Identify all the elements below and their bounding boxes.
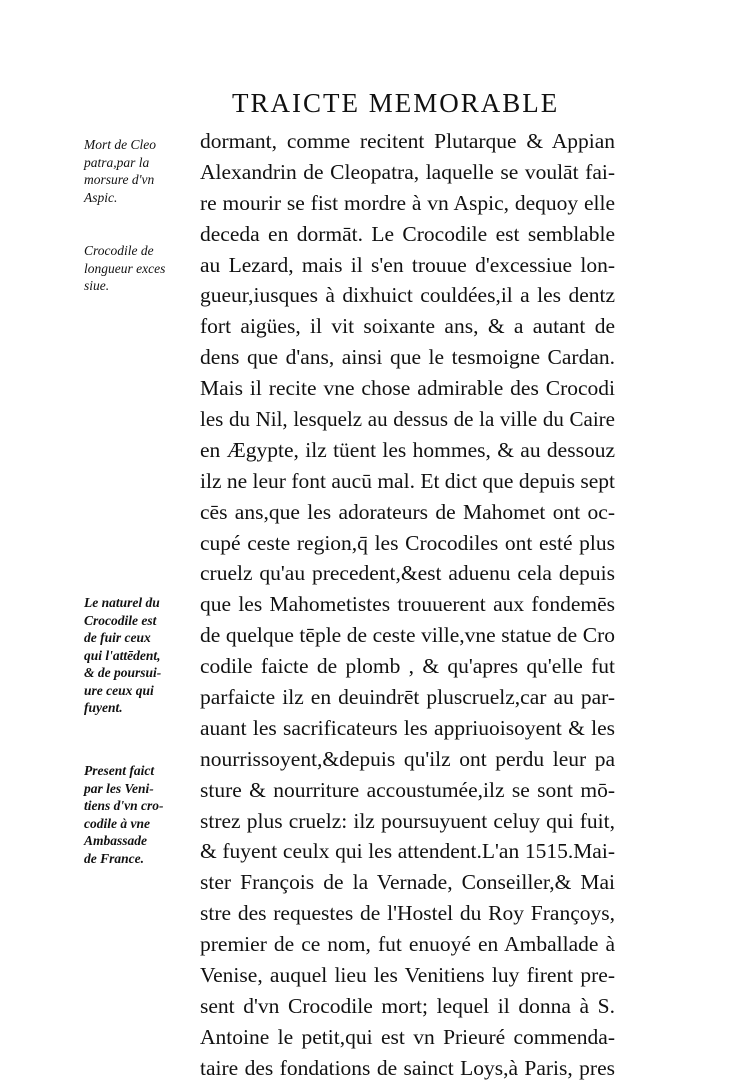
side-note-line: patra,par la <box>84 154 150 170</box>
text-line: premier de ce nom, fut enuoyé en Amballade à <box>200 932 615 957</box>
text-line: re mourir se fist mordre à vn Aspic, dequoy elle <box>200 190 615 215</box>
text-line: au Lezard, mais il s'en trouue d'excessiue lon- <box>200 252 615 277</box>
text-line: parfaicte ilz en deuindrēt pluscruelz,car au par- <box>200 685 615 710</box>
side-note-line: codile à vne <box>84 815 150 831</box>
text-line: Venise, auquel lieu les Venitiens luy firent pre- <box>200 963 615 988</box>
side-note-line: siue. <box>84 278 110 293</box>
side-note-line: Mort de Cleo <box>84 137 156 152</box>
text-line: en Ægypte, ilz tüent les hommes, & au dessouz <box>200 437 615 462</box>
side-note-line: ure ceux qui <box>84 682 154 698</box>
text-line: deceda en dormāt. Le Crocodile est semblable <box>200 221 615 246</box>
side-note-line: Crocodile de <box>84 243 154 258</box>
text-line: gueur,iusques à dixhuict couldées,il a les dentz <box>200 283 615 308</box>
text-line: dormant, comme recitent Plutarque & Appian <box>200 129 615 153</box>
text-line: stre des requestes de l'Hostel du Roy Françoys, <box>200 901 615 926</box>
side-note-crocodile-length <box>84 242 196 295</box>
side-note-present <box>84 762 196 867</box>
text-line: de quelque tēple de ceste ville,vne statue de Cro <box>200 623 615 648</box>
text-line: dens que d'ans, ainsi que le tesmoigne Cardan. <box>200 345 615 370</box>
side-note-line: morsure d'vn <box>84 172 155 187</box>
side-note-line: qui l'attēdent, <box>84 647 161 663</box>
side-note-line: Crocodile est <box>84 612 157 628</box>
text-line: & fuyent ceulx qui les attendent.L'an 1515.Mai- <box>200 839 615 864</box>
running-head: TRAICTE MEMORABLE <box>232 88 560 118</box>
side-note-line: longueur exces <box>84 260 166 276</box>
body-text <box>200 126 615 1084</box>
text-line: fort aigües, il vit soixante ans, & a autant de <box>200 314 615 339</box>
side-note-line: par les Veni- <box>84 780 154 796</box>
text-line: Mais il recite vne chose admirable des Crocodi <box>200 376 615 401</box>
side-note-line: Ambassade <box>84 833 148 848</box>
side-note-line: fuyent. <box>84 700 123 715</box>
text-line: taire des fondations de sainct Loys,à Paris, pres <box>200 1055 615 1080</box>
text-line: Antoine le petit,qui est vn Prieuré commenda- <box>200 1024 615 1049</box>
text-line: cēs ans,que les adorateurs de Mahomet ont oc- <box>200 499 615 524</box>
text-line: Alexandrin de Cleopatra, laquelle se voulāt fai- <box>200 159 615 184</box>
text-line: cruelz qu'au precedent,&est aduenu cela depuis <box>200 561 615 586</box>
text-line: sture & nourriture accoustumée,ilz se sont mō- <box>200 777 615 802</box>
text-line: ster François de la Vernade, Conseiller,& Mai <box>200 870 615 895</box>
text-line: strez plus cruelz: ilz poursuyuent celuy qui fuit, <box>200 808 615 833</box>
text-line: auant les sacrificateurs les appriuoisoyent & les <box>200 715 615 740</box>
text-line: que les Mahometistes trouuerent aux fondemēs <box>200 592 615 617</box>
text-line: nourrissoyent,&depuis qu'ilz ont perdu leur pa <box>200 746 615 771</box>
side-note-crocodile-nature <box>84 594 196 717</box>
text-line: ilz ne leur font aucū mal. Et dict que depuis sept <box>200 468 615 493</box>
side-note-cleopatra <box>84 136 196 206</box>
side-note-line: de fuir ceux <box>84 630 151 645</box>
text-line: les du Nil, lesquelz au dessus de la ville du Caire <box>200 407 615 432</box>
side-note-line: de France. <box>84 850 144 866</box>
side-note-line: Aspic. <box>84 189 118 205</box>
side-note-line: Present faict <box>84 763 155 778</box>
side-note-line: Le naturel du <box>84 595 160 610</box>
text-line: cupé ceste region,q̄ les Crocodiles ont esté plus <box>200 530 615 555</box>
side-note-line: tiens d'vn cro- <box>84 798 164 813</box>
side-note-line: & de poursui- <box>84 665 162 680</box>
text-line: sent d'vn Crocodile mort; lequel il donna à S. <box>200 993 615 1018</box>
text-line: codile faicte de plomb , & qu'apres qu'elle fut <box>200 654 615 679</box>
